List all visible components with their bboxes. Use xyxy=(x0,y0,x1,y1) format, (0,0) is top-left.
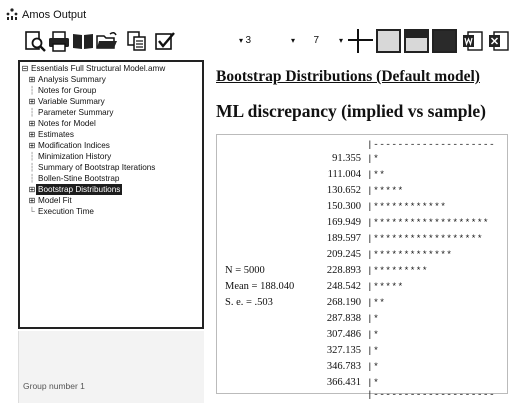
tree-expander[interactable]: ⊞ xyxy=(28,75,36,84)
tree-item-label: Analysis Summary xyxy=(38,75,106,84)
view-dark-button[interactable] xyxy=(432,29,457,53)
table-row xyxy=(217,167,507,183)
group-item[interactable]: Group number 1 xyxy=(23,381,85,391)
table-row xyxy=(217,359,507,375)
print-icon xyxy=(48,30,70,52)
tree-item-bollen-stine-bootstrap[interactable] xyxy=(28,173,121,184)
tree-connector: └ xyxy=(29,207,35,216)
print-preview-button[interactable] xyxy=(24,30,46,52)
bin-value: 111.004 xyxy=(327,169,361,180)
bin-value: 130.652 xyxy=(326,185,361,196)
tree-item-parameter-summary[interactable] xyxy=(28,107,116,118)
bin-value: 248.542 xyxy=(326,281,361,292)
table-row xyxy=(217,311,507,327)
bin-value: 150.300 xyxy=(326,201,361,212)
tree-item-estimates[interactable] xyxy=(28,129,76,140)
tree-item-summary-of-bootstrap-iterations[interactable] xyxy=(28,162,157,173)
bin-bar: |***** xyxy=(367,281,404,292)
tree-item-label: Model Fit xyxy=(38,196,72,205)
output-pane xyxy=(210,56,520,403)
tree-item-label: Variable Summary xyxy=(38,97,105,106)
tree-expander[interactable]: ⊞ xyxy=(28,119,36,128)
copy-button[interactable] xyxy=(126,30,148,52)
table-row xyxy=(217,387,507,403)
tree-item-variable-summary[interactable] xyxy=(28,96,107,107)
table-format-combo[interactable] xyxy=(306,32,346,50)
column-width-value: 7 xyxy=(313,35,319,46)
bin-bar: |********* xyxy=(367,265,429,276)
tree-expander[interactable]: ⊞ xyxy=(28,130,36,139)
table-row xyxy=(217,279,507,295)
distribution-top-line: |-------------------- xyxy=(367,139,496,150)
page-title: Bootstrap Distributions (Default model) xyxy=(216,68,480,85)
tree-expander[interactable]: ⊞ xyxy=(28,185,36,194)
bin-bar: |************* xyxy=(367,249,453,260)
left-pane xyxy=(0,56,208,403)
tree-connector: ┆ xyxy=(29,86,35,95)
bin-bar: |** xyxy=(367,297,386,308)
bin-value: 228.893 xyxy=(326,265,361,276)
bin-bar: |* xyxy=(367,377,380,388)
tree-item-model-fit[interactable] xyxy=(28,195,74,206)
table-row xyxy=(217,263,507,279)
word-export-button[interactable] xyxy=(462,30,484,52)
decimals-value: 3 xyxy=(245,35,251,46)
group-list xyxy=(18,331,204,403)
bin-bar: |* xyxy=(367,153,380,164)
bin-bar: |* xyxy=(367,329,380,340)
print-preview-icon xyxy=(24,30,46,52)
bin-bar: |* xyxy=(367,313,380,324)
tree-item-label: Modification Indices xyxy=(38,141,110,150)
tree-item-analysis-summary[interactable] xyxy=(28,74,108,85)
tree-item-label: Bollen-Stine Bootstrap xyxy=(38,174,120,183)
tree-connector: ┆ xyxy=(29,163,35,172)
open-folder-icon xyxy=(96,30,118,52)
tree-connector: ┆ xyxy=(29,152,35,161)
bin-value: 268.190 xyxy=(326,297,361,308)
word-export-icon xyxy=(462,30,484,52)
column-width-combo[interactable] xyxy=(252,32,319,50)
bin-value: 327.135 xyxy=(326,345,361,356)
bin-value: 346.783 xyxy=(326,361,361,372)
tree-item-label: Summary of Bootstrap Iterations xyxy=(38,163,156,172)
tree-item-label: Estimates xyxy=(38,130,74,139)
toolbar xyxy=(0,26,520,56)
decimals-combo[interactable] xyxy=(184,32,251,50)
tree-connector: ┆ xyxy=(29,108,35,117)
mean-stat: Mean = 188.040 xyxy=(225,281,295,292)
tree-item-label: Bootstrap Distributions xyxy=(38,185,121,194)
table-row xyxy=(217,295,507,311)
check-button[interactable] xyxy=(154,30,176,52)
bin-bar: |** xyxy=(367,169,386,180)
excel-export-button[interactable] xyxy=(488,30,510,52)
bin-bar: |* xyxy=(367,361,380,372)
bin-value: 307.486 xyxy=(326,329,361,340)
tree-item-label: Notes for Model xyxy=(38,119,96,128)
section-title: ML discrepancy (implied vs sample) xyxy=(216,101,486,121)
bin-value: 91.355 xyxy=(332,153,361,164)
tree-expander[interactable]: ⊟ xyxy=(21,64,29,73)
chevron-down-icon: ▾ xyxy=(238,36,243,45)
copy-icon xyxy=(126,30,148,52)
print-button[interactable] xyxy=(48,30,70,52)
tree-item-execution-time[interactable] xyxy=(28,206,96,217)
checkbox-icon xyxy=(154,30,176,52)
window-title: Amos Output xyxy=(22,9,87,21)
table-row xyxy=(217,199,507,215)
bin-value: 287.838 xyxy=(326,313,361,324)
tree-connector: ┆ xyxy=(29,174,35,183)
bin-value: 209.245 xyxy=(326,249,361,260)
tree-item-root[interactable] xyxy=(21,63,167,74)
tree-item-label: Minimization History xyxy=(38,152,112,161)
table-row xyxy=(217,231,507,247)
amos-icon xyxy=(6,8,18,20)
tree-item-label: Parameter Summary xyxy=(38,108,114,117)
tree-item-label: Essentials Full Structural Model.amw xyxy=(31,64,166,73)
table-row xyxy=(217,151,507,167)
chevron-down-icon: ▾ xyxy=(338,36,343,45)
tree-expander[interactable]: ⊞ xyxy=(28,97,36,106)
tree-item-notes-for-model[interactable] xyxy=(28,118,98,129)
view-grid-icon xyxy=(348,29,373,53)
book-button[interactable] xyxy=(72,30,94,52)
bin-bar: |***** xyxy=(367,185,404,196)
tree-item-bootstrap-distributions[interactable] xyxy=(28,184,122,195)
output-tree xyxy=(18,60,204,329)
bin-bar: |************ xyxy=(367,201,447,212)
view-full-button[interactable] xyxy=(376,29,401,53)
bin-bar: |****************** xyxy=(367,233,483,244)
table-row xyxy=(217,343,507,359)
chevron-down-icon: ▾ xyxy=(290,36,295,45)
distribution-bottom-line: |-------------------- xyxy=(367,389,496,400)
tree-expander[interactable]: ⊞ xyxy=(28,141,36,150)
book-icon xyxy=(72,30,94,52)
bin-value: 189.597 xyxy=(326,233,361,244)
tree-item-label: Execution Time xyxy=(38,207,94,216)
tree-expander[interactable]: ⊞ xyxy=(28,196,36,205)
bin-value: 366.431 xyxy=(326,377,361,388)
tree-item-modification-indices[interactable] xyxy=(28,140,112,151)
title-bar xyxy=(0,0,520,24)
distribution-table xyxy=(216,134,508,400)
bin-bar: |* xyxy=(367,345,380,356)
table-row xyxy=(217,247,507,263)
tree-item-notes-for-group[interactable] xyxy=(28,85,98,96)
table-row xyxy=(217,215,507,231)
standard-error-stat: S. e. = .503 xyxy=(225,297,273,308)
table-row xyxy=(217,327,507,343)
view-grid-button[interactable] xyxy=(348,29,373,53)
bin-bar: |******************* xyxy=(367,217,490,228)
bin-value: 169.949 xyxy=(326,217,361,228)
view-split-button[interactable] xyxy=(404,29,429,53)
sample-size-stat: N = 5000 xyxy=(225,265,265,276)
tree-item-label: Notes for Group xyxy=(38,86,97,95)
tree-item-minimization-history[interactable] xyxy=(28,151,113,162)
excel-export-icon xyxy=(488,30,510,52)
open-folder-button[interactable] xyxy=(96,30,118,52)
table-row xyxy=(217,183,507,199)
